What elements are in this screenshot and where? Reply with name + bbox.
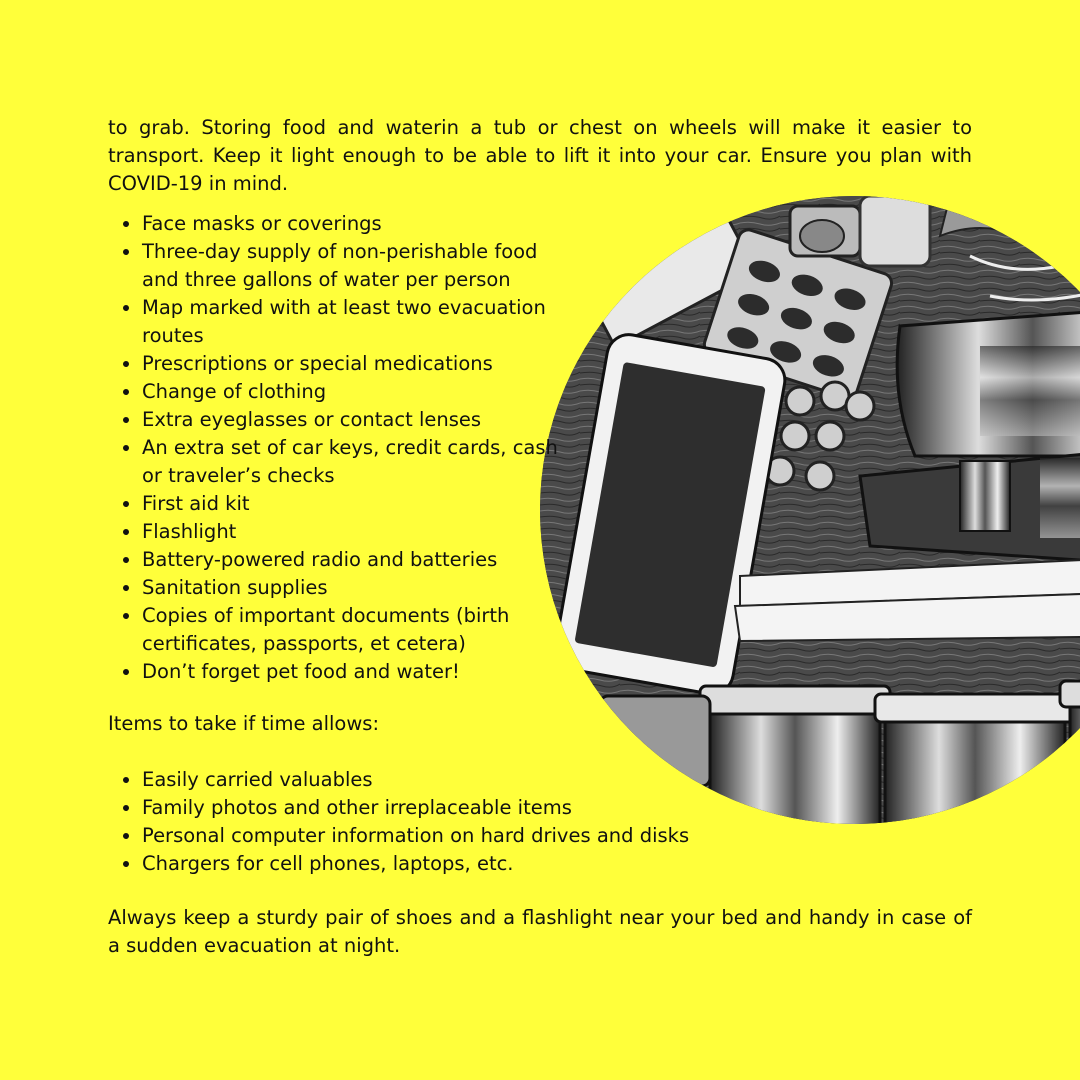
list-item: • An extra set of car keys, credit cards, cash or traveler’s checks bbox=[142, 434, 572, 490]
list-item: • Flashlight bbox=[142, 518, 572, 546]
closing-paragraph: Always keep a sturdy pair of shoes and a flashlight near your bed and handy in case of a sudden evacuation at night. bbox=[108, 906, 972, 957]
list-item: • Three-day supply of non-perishable food and three gallons of water per person bbox=[142, 238, 572, 294]
optional-items-heading: Items to take if time allows: bbox=[108, 712, 380, 735]
list-item: • Family photos and other irreplaceable items bbox=[142, 794, 972, 822]
list-item: • Copies of important documents (birth certificates, passports, et cetera) bbox=[142, 602, 572, 658]
content-column bbox=[108, 114, 972, 960]
list-item: • First aid kit bbox=[142, 490, 572, 518]
list-item: • Don’t forget pet food and water! bbox=[142, 658, 572, 686]
list-item: • Chargers for cell phones, laptops, etc. bbox=[142, 850, 972, 878]
list-item: • Battery-powered radio and batteries bbox=[142, 546, 572, 574]
list-item: • Face masks or coverings bbox=[142, 210, 572, 238]
list-item: • Easily carried valuables bbox=[142, 766, 972, 794]
list-item: • Prescriptions or special medications bbox=[142, 350, 572, 378]
optional-items-list bbox=[108, 766, 972, 878]
list-item: • Change of clothing bbox=[142, 378, 572, 406]
essentials-list bbox=[108, 210, 572, 686]
list-item: • Personal computer information on hard drives and disks bbox=[142, 822, 972, 850]
list-item: • Extra eyeglasses or contact lenses bbox=[142, 406, 572, 434]
list-item: • Map marked with at least two evacuation routes bbox=[142, 294, 572, 350]
intro-paragraph: to grab. Storing food and waterin a tub or chest on wheels will make it easier to transport. Keep it light enough to be able to lift it into your car. Ensure you plan with COVID-19 in mind. bbox=[108, 116, 972, 195]
list-item: • Sanitation supplies bbox=[142, 574, 572, 602]
